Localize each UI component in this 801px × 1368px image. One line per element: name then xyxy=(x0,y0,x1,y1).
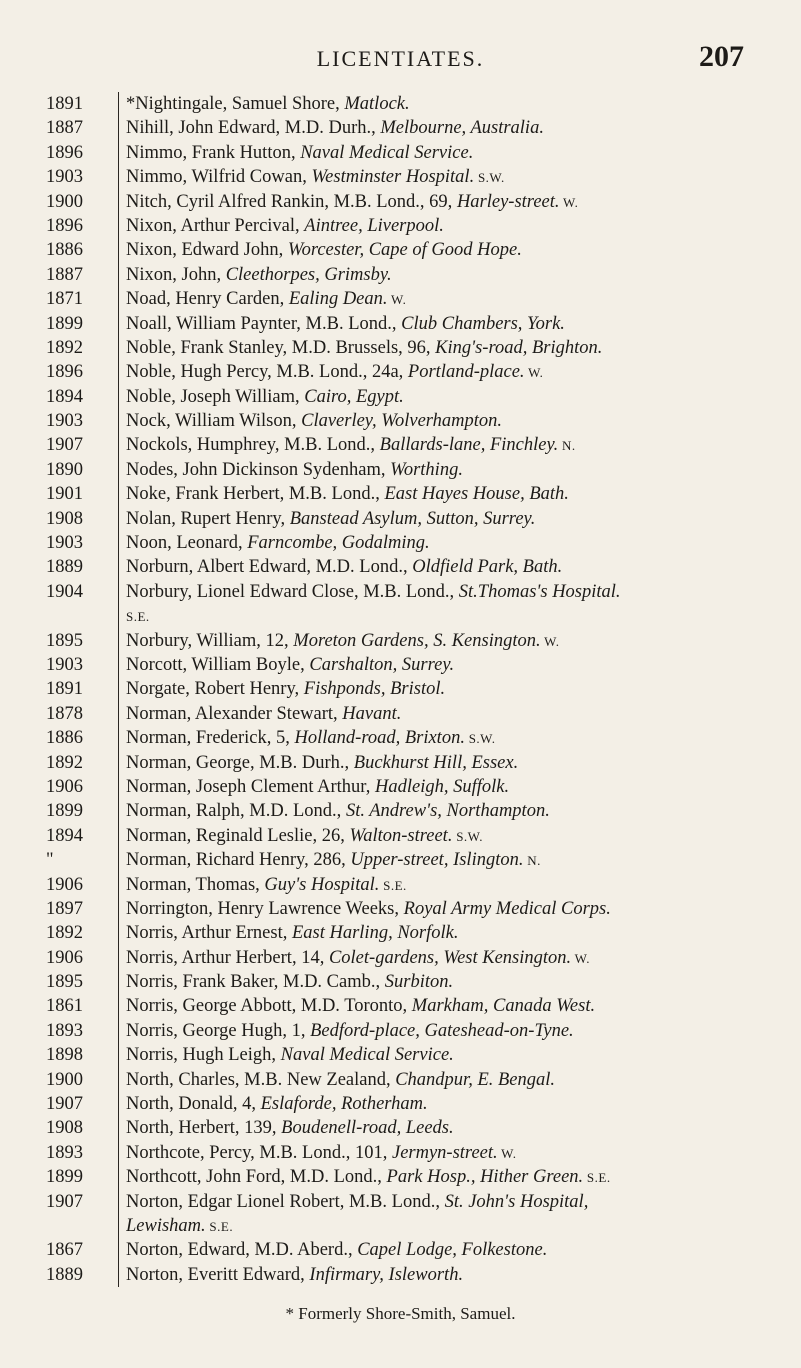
entry-address: Claverley, Wolverhampton. xyxy=(301,411,503,432)
entry-text xyxy=(126,799,786,823)
entry-text xyxy=(126,604,786,629)
list-item xyxy=(0,531,801,555)
entry-year: 1889 xyxy=(46,1264,83,1285)
entry-address: Cleethorpes, Grimsby. xyxy=(225,264,392,285)
entry-text xyxy=(126,141,786,165)
entry-text xyxy=(126,287,786,312)
entry-text xyxy=(126,677,786,701)
entry-year: 1900 xyxy=(46,1069,83,1090)
entry-year: 1890 xyxy=(46,459,83,480)
entry-address: Westminster Hospital. xyxy=(311,167,475,188)
entry-text xyxy=(126,312,786,336)
list-item xyxy=(0,92,801,116)
list-item xyxy=(0,897,801,921)
entry-name: Norris, Arthur Ernest, xyxy=(126,923,292,944)
entry-name: Nixon, Arthur Percival, xyxy=(126,215,305,236)
entry-text xyxy=(126,92,786,116)
entry-address: Infirmary, Isleworth. xyxy=(309,1264,464,1285)
entry-text xyxy=(126,775,786,799)
entry-address: Surbiton. xyxy=(384,972,454,993)
entry-address: Upper-street, Islington. xyxy=(350,850,524,871)
entry-text xyxy=(126,1190,786,1214)
entry-year: 1891 xyxy=(46,94,83,114)
entry-name: Norbury, William, 12, xyxy=(126,630,294,651)
entry-name: Norman, Richard Henry, 286, xyxy=(126,850,351,871)
entry-name: Norman, Frederick, 5, xyxy=(126,728,295,749)
list-item xyxy=(0,1263,801,1287)
entry-text xyxy=(126,409,786,433)
entry-address: Royal Army Medical Corps. xyxy=(403,898,611,919)
entry-name: Nock, William Wilson, xyxy=(126,411,302,432)
entry-address: Walton-street. xyxy=(349,825,453,846)
entry-address: Boudenell-road, Leeds. xyxy=(281,1118,454,1139)
entry-text xyxy=(126,946,786,971)
entry-district: S.E. xyxy=(126,609,150,625)
entry-text xyxy=(126,921,786,945)
entry-text xyxy=(126,336,786,360)
entry-text xyxy=(126,531,786,555)
entry-year: 1893 xyxy=(46,1142,83,1163)
entry-year: 1906 xyxy=(46,874,83,895)
entry-text xyxy=(126,1043,786,1067)
list-item xyxy=(0,263,801,287)
entry-text xyxy=(126,482,786,506)
entry-year: 1903 xyxy=(46,167,83,188)
list-item xyxy=(0,1190,801,1214)
entry-text xyxy=(126,1068,786,1092)
list-item xyxy=(0,726,801,750)
list-item xyxy=(0,1214,801,1238)
list-item xyxy=(0,1165,801,1189)
entry-address: Ealing Dean. xyxy=(288,289,388,310)
entry-text xyxy=(126,190,786,215)
entry-year: 1861 xyxy=(46,996,83,1017)
list-item xyxy=(0,116,801,140)
entry-name: Nitch, Cyril Alfred Rankin, M.B. Lond., 69, xyxy=(126,191,457,212)
entry-year: 1904 xyxy=(46,581,83,602)
page-number: 207 xyxy=(699,40,744,73)
list-item xyxy=(0,702,801,726)
entry-year: 1889 xyxy=(46,557,83,578)
footnote: * Formerly Shore-Smith, Samuel. xyxy=(285,1304,516,1323)
entry-name: Noble, Hugh Percy, M.B. Lond., 24a, xyxy=(126,362,408,383)
entry-text xyxy=(126,824,786,849)
entry-year: 1908 xyxy=(46,1118,83,1139)
entry-address: Cairo, Egypt. xyxy=(304,386,404,407)
entry-text xyxy=(126,507,786,531)
entry-district: S.E. xyxy=(379,877,407,893)
entry-address: East Harling, Norfolk. xyxy=(291,923,459,944)
entry-text xyxy=(126,385,786,409)
list-item xyxy=(0,921,801,945)
entry-address: Jermyn-street. xyxy=(391,1142,498,1163)
entry-address: Chandpur, E. Bengal. xyxy=(395,1069,556,1090)
entry-year: 1895 xyxy=(46,630,83,651)
entry-text xyxy=(126,263,786,287)
entry-year: 1903 xyxy=(46,533,83,554)
list-item xyxy=(0,214,801,238)
entry-address: Melbourne, Australia. xyxy=(380,118,544,139)
entry-address: Harley-street. xyxy=(456,191,560,212)
entry-district: W. xyxy=(497,1145,517,1161)
entry-address: Colet-gardens, West Kensington. xyxy=(328,947,572,968)
entry-address: Fishponds, Bristol. xyxy=(303,679,446,700)
entry-name: Norbury, Lionel Edward Close, M.B. Lond., xyxy=(126,581,459,602)
entry-text xyxy=(126,653,786,677)
entry-name: Noon, Leonard, xyxy=(126,533,248,554)
entry-district: S.W. xyxy=(474,170,505,186)
list-item xyxy=(0,238,801,262)
entry-name: Norton, Edward, M.D. Aberd., xyxy=(126,1240,358,1261)
list-item xyxy=(0,287,801,311)
entry-year: 1886 xyxy=(46,728,83,749)
entry-district: N. xyxy=(558,438,576,454)
list-item xyxy=(0,970,801,994)
entry-name: Northcott, John Ford, M.D. Lond., xyxy=(126,1167,387,1188)
entry-name: Nihill, John Edward, M.D. Durh., xyxy=(126,118,381,139)
list-item xyxy=(0,994,801,1018)
entry-year: 1891 xyxy=(46,679,83,700)
entry-address: St.Thomas's Hospital. xyxy=(458,581,621,602)
entry-year: 1878 xyxy=(46,703,83,724)
entry-year: 1898 xyxy=(46,1045,83,1066)
list-item xyxy=(0,312,801,336)
list-item xyxy=(0,165,801,189)
entry-name: Norcott, William Boyle, xyxy=(126,654,310,675)
entry-address: St. John's Hospital, xyxy=(444,1191,589,1212)
entry-address: Club Chambers, York. xyxy=(401,313,565,334)
list-item xyxy=(0,336,801,360)
entry-year: 1894 xyxy=(46,825,83,846)
list-item xyxy=(0,190,801,214)
entry-name: *Nightingale, Samuel Shore, xyxy=(126,94,345,114)
entry-name: Norburn, Albert Edward, M.D. Lond., xyxy=(126,557,413,578)
list-item xyxy=(0,482,801,506)
entry-name: North, Herbert, 139, xyxy=(126,1118,282,1139)
entry-name: Norris, Frank Baker, M.D. Camb., xyxy=(126,972,385,993)
entry-year: 1899 xyxy=(46,1167,83,1188)
entry-address: Worthing. xyxy=(390,459,463,480)
entry-year: 1887 xyxy=(46,118,83,139)
entry-year: 1901 xyxy=(46,484,83,505)
entry-address: Ballards-lane, Finchley. xyxy=(379,435,559,456)
list-item xyxy=(0,360,801,384)
entry-address: Oldfield Park, Bath. xyxy=(412,557,563,578)
entry-text xyxy=(126,1214,786,1239)
entry-year: 1867 xyxy=(46,1240,83,1261)
entry-district: W. xyxy=(540,633,560,649)
entry-address: Portland-place. xyxy=(407,362,525,383)
entry-text xyxy=(126,214,786,238)
entry-year: 1903 xyxy=(46,654,83,675)
entry-name: Norman, Reginald Leslie, 26, xyxy=(126,825,350,846)
entry-name: Norris, George Abbott, M.D. Toronto, xyxy=(126,996,412,1017)
page-header xyxy=(0,40,801,80)
entry-name: Noble, Frank Stanley, M.D. Brussels, 96, xyxy=(126,337,436,358)
entry-address: Bedford-place, Gateshead-on-Tyne. xyxy=(310,1020,574,1041)
entry-text xyxy=(126,1263,786,1287)
entry-name: Norman, Thomas, xyxy=(126,874,265,895)
entry-name: Noble, Joseph William, xyxy=(126,386,305,407)
entry-text xyxy=(126,1141,786,1166)
entry-text xyxy=(126,751,786,775)
entry-text xyxy=(126,702,786,726)
page-title: LICENTIATES. xyxy=(316,46,485,71)
entry-district: S.W. xyxy=(452,828,484,844)
entry-text xyxy=(126,433,786,458)
entry-name: North, Donald, 4, xyxy=(126,1094,261,1115)
entry-district: S.E. xyxy=(205,1218,234,1234)
entry-year: 1906 xyxy=(46,947,83,968)
entry-text xyxy=(126,1165,786,1190)
entry-address: Banstead Asylum, Sutton, Surrey. xyxy=(289,508,536,529)
list-item xyxy=(0,653,801,677)
entry-year: 1893 xyxy=(46,1020,83,1041)
entry-name: Norman, Joseph Clement Arthur, xyxy=(126,776,375,797)
entry-text xyxy=(126,238,786,262)
entry-year: 1896 xyxy=(46,215,83,236)
entry-address: Guy's Hospital. xyxy=(264,874,380,895)
entry-text xyxy=(126,873,786,898)
entry-address: Capel Lodge, Folkestone. xyxy=(357,1240,548,1261)
entry-address: Buckhurst Hill, Essex. xyxy=(353,752,519,773)
list-item xyxy=(0,1043,801,1067)
entry-year: 1886 xyxy=(46,240,83,261)
list-item xyxy=(0,1092,801,1116)
entry-name: Northcote, Percy, M.B. Lond., 101, xyxy=(126,1142,392,1163)
list-item xyxy=(0,799,801,823)
entry-address: Lewisham. xyxy=(126,1215,206,1236)
entry-year: 1899 xyxy=(46,801,83,822)
entry-text xyxy=(126,848,786,873)
list-item xyxy=(0,141,801,165)
entry-text xyxy=(126,994,786,1018)
entry-address: Naval Medical Service. xyxy=(300,142,474,163)
entry-year: 1903 xyxy=(46,411,83,432)
entry-name: Nockols, Humphrey, M.B. Lond., xyxy=(126,435,380,456)
entry-year: 1892 xyxy=(46,752,83,773)
entry-list xyxy=(0,92,801,1287)
entry-year: 1887 xyxy=(46,264,83,285)
entry-year: 1896 xyxy=(46,362,83,383)
entry-address: Eslaforde, Rotherham. xyxy=(260,1094,428,1115)
entry-name: Nixon, Edward John, xyxy=(126,240,288,261)
entry-name: Norris, George Hugh, 1, xyxy=(126,1020,311,1041)
entry-name: Nolan, Rupert Henry, xyxy=(126,508,290,529)
list-item xyxy=(0,433,801,457)
entry-year: 1907 xyxy=(46,1094,83,1115)
entry-text xyxy=(126,897,786,921)
entry-address: Naval Medical Service. xyxy=(280,1045,454,1066)
entry-year: 1906 xyxy=(46,776,83,797)
entry-text xyxy=(126,1019,786,1043)
entry-address: Aintree, Liverpool. xyxy=(304,215,444,236)
entry-address: Moreton Gardens, S. Kensington. xyxy=(293,630,541,651)
entry-text xyxy=(126,360,786,385)
list-item xyxy=(0,580,801,604)
entry-district: W. xyxy=(387,292,407,308)
entry-text xyxy=(126,555,786,579)
entry-name: Norton, Edgar Lionel Robert, M.B. Lond., xyxy=(126,1191,445,1212)
entry-text xyxy=(126,726,786,751)
list-item xyxy=(0,1141,801,1165)
entry-year: 1892 xyxy=(46,923,83,944)
list-item xyxy=(0,458,801,482)
entry-text xyxy=(126,458,786,482)
list-item xyxy=(0,1116,801,1140)
entry-name: Norton, Everitt Edward, xyxy=(126,1264,310,1285)
entry-year: 1894 xyxy=(46,386,83,407)
list-item xyxy=(0,507,801,531)
entry-district: N. xyxy=(523,853,541,869)
list-item xyxy=(0,555,801,579)
entry-address: Holland-road, Brixton. xyxy=(294,728,465,749)
entry-address: St. Andrew's, Northampton. xyxy=(345,801,550,822)
entry-text xyxy=(126,629,786,654)
entry-year: 1892 xyxy=(46,337,83,358)
list-item xyxy=(0,946,801,970)
list-item xyxy=(0,629,801,653)
entry-year: 1897 xyxy=(46,898,83,919)
entry-text xyxy=(126,580,786,604)
entry-text xyxy=(126,970,786,994)
entry-text xyxy=(126,1116,786,1140)
entry-name: Nimmo, Wilfrid Cowan, xyxy=(126,167,312,188)
entry-address: Havant. xyxy=(342,703,402,724)
entry-address: Hadleigh, Suffolk. xyxy=(374,776,510,797)
entry-year: 1900 xyxy=(46,191,83,212)
entry-name: Norman, Ralph, M.D. Lond., xyxy=(126,801,346,822)
entry-name: Noad, Henry Carden, xyxy=(126,289,289,310)
entry-name: North, Charles, M.B. New Zealand, xyxy=(126,1069,396,1090)
entry-district: W. xyxy=(571,950,591,966)
entry-text xyxy=(126,116,786,140)
entry-name: Nodes, John Dickinson Sydenham, xyxy=(126,459,391,480)
entry-name: Norrington, Henry Lawrence Weeks, xyxy=(126,898,404,919)
entry-district: W. xyxy=(524,365,544,381)
entry-year: " xyxy=(46,850,54,871)
entry-year: 1896 xyxy=(46,142,83,163)
entry-address: Worcester, Cape of Good Hope. xyxy=(287,240,522,261)
list-item xyxy=(0,409,801,433)
entry-district: S.W. xyxy=(464,731,496,747)
entry-address: Carshalton, Surrey. xyxy=(309,654,455,675)
entry-year: 1908 xyxy=(46,508,83,529)
list-item xyxy=(0,677,801,701)
entry-name: Norris, Hugh Leigh, xyxy=(126,1045,281,1066)
entry-name: Nixon, John, xyxy=(126,264,226,285)
entry-name: Noke, Frank Herbert, M.B. Lond., xyxy=(126,484,385,505)
entry-name: Nimmo, Frank Hutton, xyxy=(126,142,301,163)
entry-text xyxy=(126,165,786,190)
entry-year: 1899 xyxy=(46,313,83,334)
entry-text xyxy=(126,1238,786,1262)
list-item xyxy=(0,604,801,628)
list-item xyxy=(0,824,801,848)
list-item xyxy=(0,848,801,872)
list-item xyxy=(0,775,801,799)
entry-address: Park Hosp., Hither Green. xyxy=(386,1167,584,1188)
entry-year: 1871 xyxy=(46,289,83,310)
entry-address: Matlock. xyxy=(344,94,410,114)
entry-address: East Hayes House, Bath. xyxy=(384,484,569,505)
entry-name: Norris, Arthur Herbert, 14, xyxy=(126,947,329,968)
entry-text xyxy=(126,1092,786,1116)
entry-name: Norgate, Robert Henry, xyxy=(126,679,304,700)
list-item xyxy=(0,1019,801,1043)
entry-name: Norman, George, M.B. Durh., xyxy=(126,752,354,773)
list-item xyxy=(0,751,801,775)
list-item xyxy=(0,1238,801,1262)
entry-district: S.E. xyxy=(583,1170,611,1186)
entry-address: Farncombe, Godalming. xyxy=(247,533,430,554)
entry-name: Noall, William Paynter, M.B. Lond., xyxy=(126,313,402,334)
entry-year: 1895 xyxy=(46,972,83,993)
list-item xyxy=(0,873,801,897)
entry-year: 1907 xyxy=(46,435,83,456)
list-item xyxy=(0,385,801,409)
entry-address: King's-road, Brighton. xyxy=(435,337,603,358)
entry-address: Markham, Canada West. xyxy=(411,996,596,1017)
entry-year: 1907 xyxy=(46,1191,83,1212)
entry-district: W. xyxy=(559,194,579,210)
entry-name: Norman, Alexander Stewart, xyxy=(126,703,343,724)
list-item xyxy=(0,1068,801,1092)
